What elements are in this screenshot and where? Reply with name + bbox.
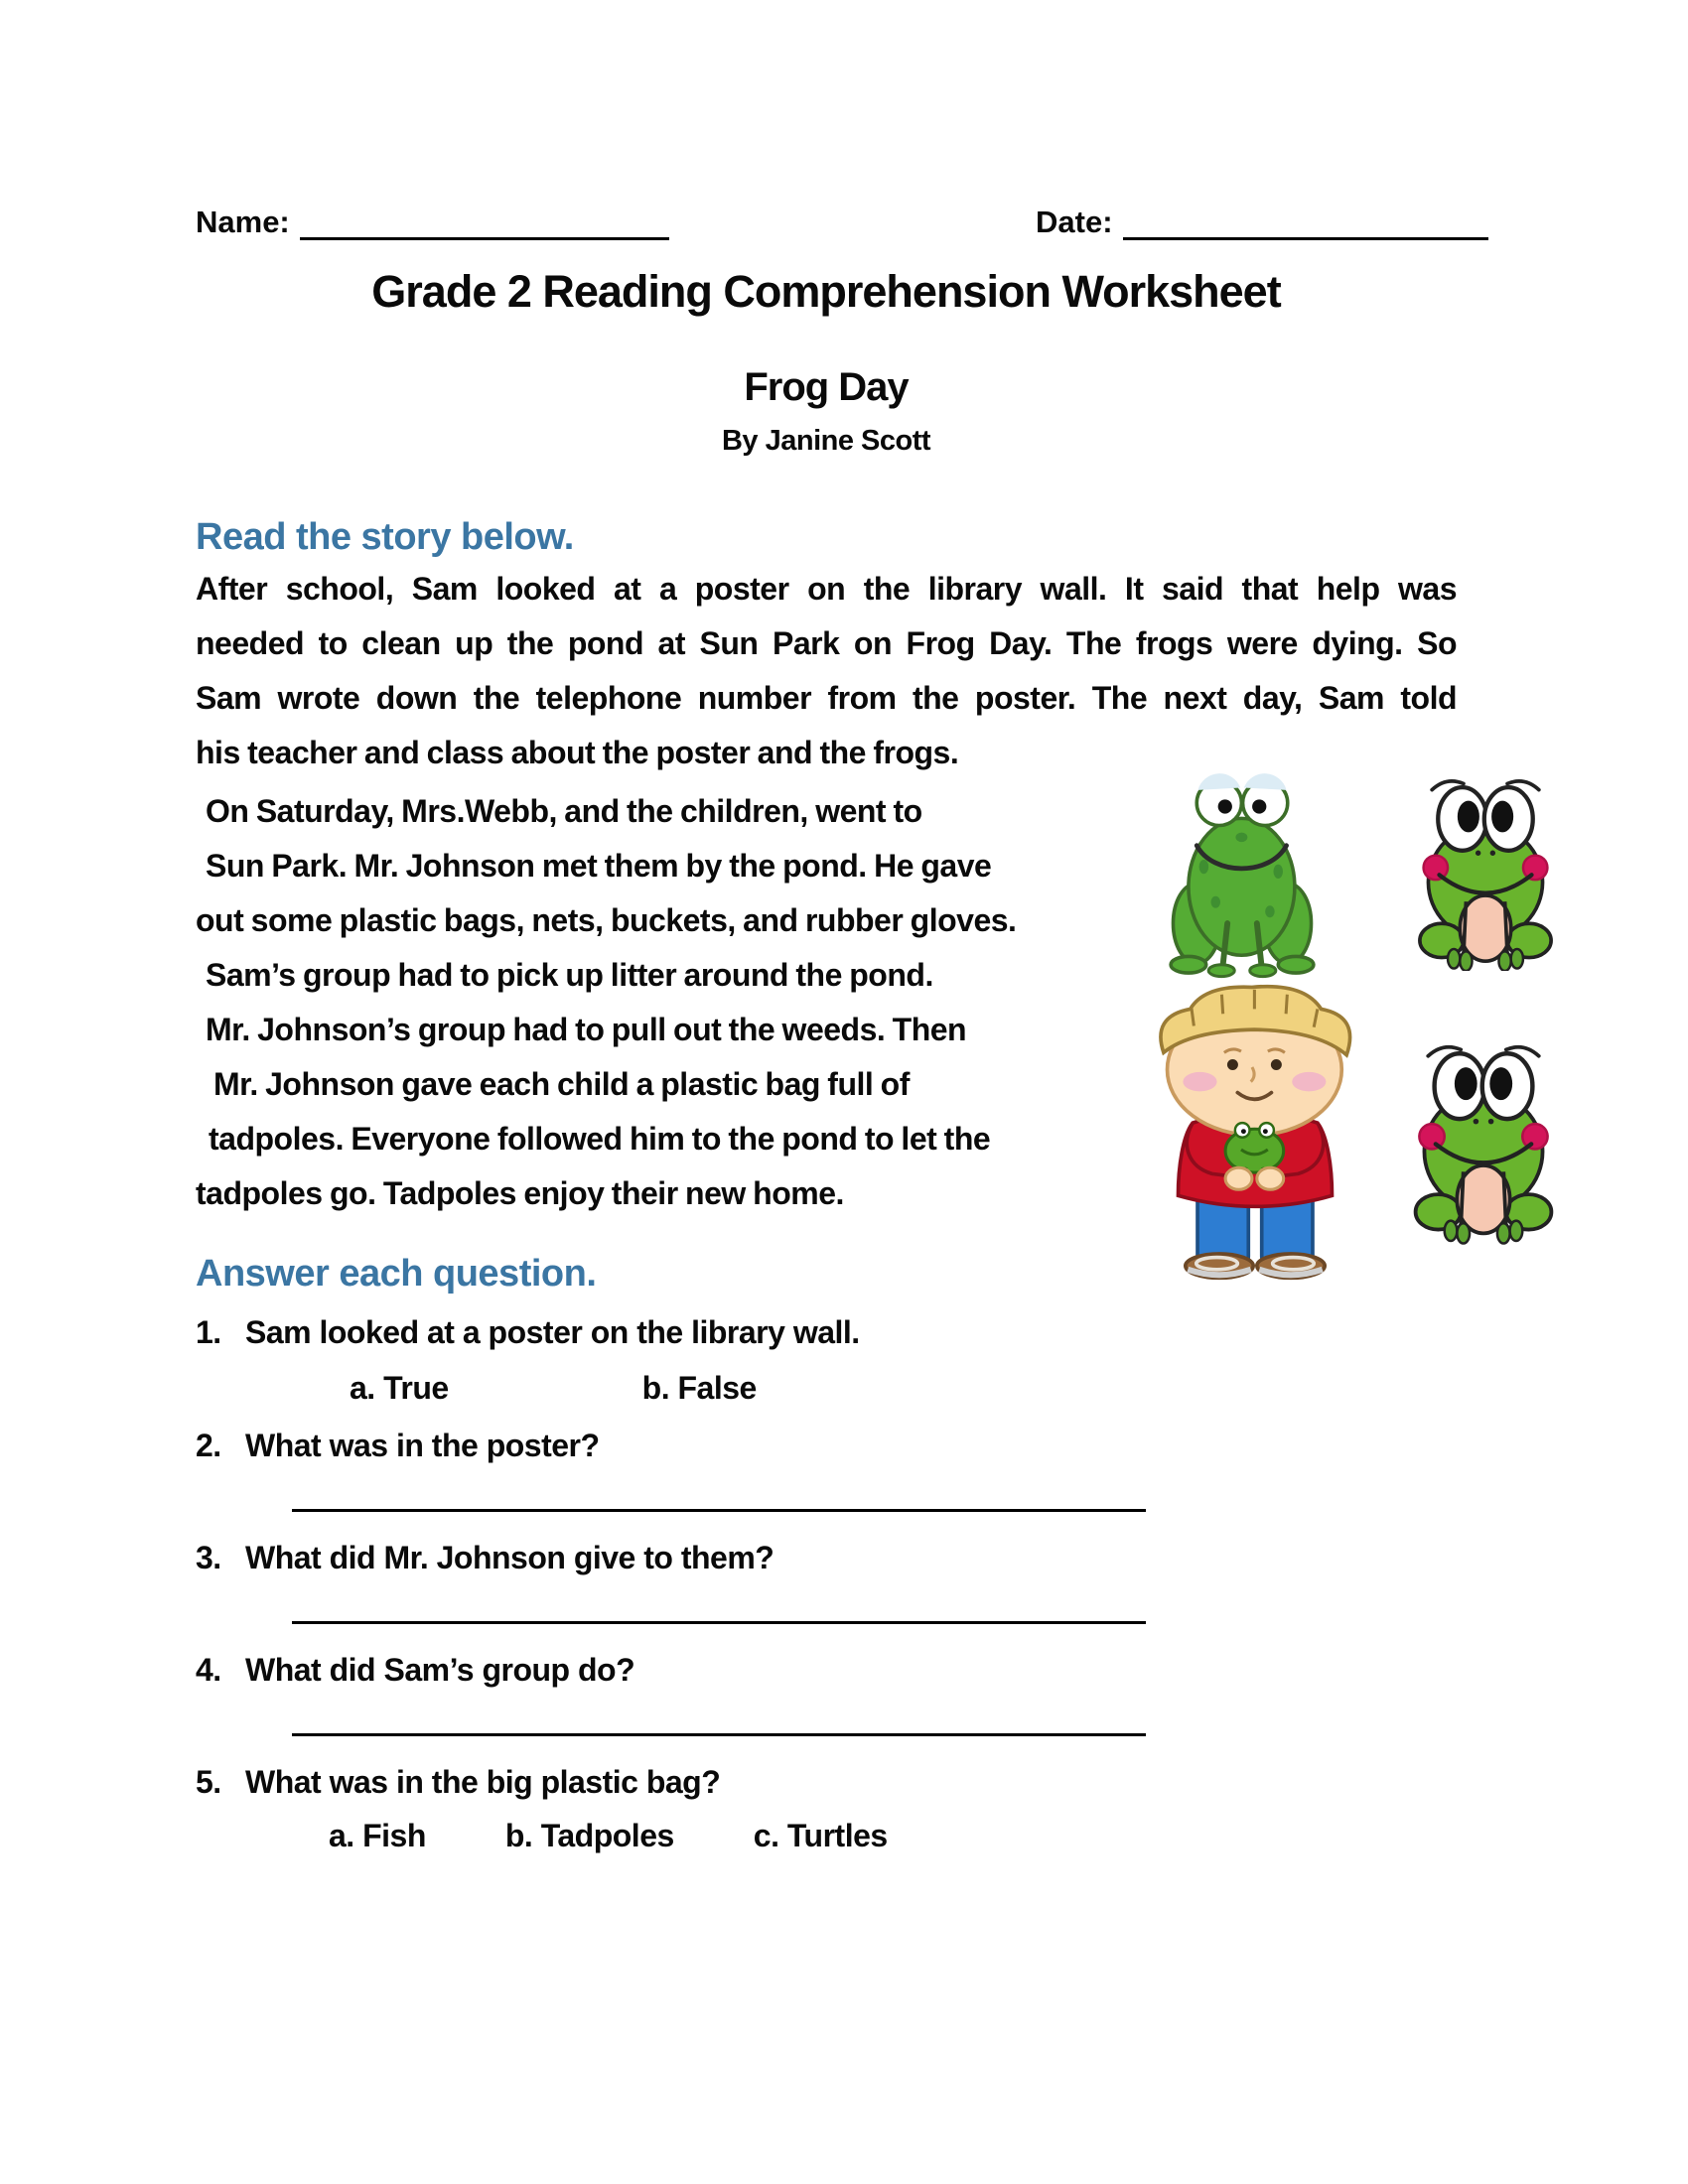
question-3 <box>196 1536 1457 1579</box>
story-line: Mr. Johnson gave each child a plastic bag full of <box>213 1066 910 1102</box>
question-number: 3. <box>196 1540 221 1575</box>
question-number: 1. <box>196 1314 221 1350</box>
story-line: needed to clean up the pond at Sun Park on Frog Day. The frogs were dying. So <box>196 625 1457 661</box>
question-text: What did Mr. Johnson give to them? <box>245 1540 774 1575</box>
question-number: 4. <box>196 1652 221 1688</box>
question-text: Sam looked at a poster on the library wall. <box>245 1314 860 1350</box>
option-b-tadpoles[interactable]: b. Tadpoles <box>504 1818 674 1853</box>
date-label: Date: <box>1036 205 1113 239</box>
story-line: out some plastic bags, nets, buckets, and rubber gloves. <box>196 902 1017 938</box>
question-5-options <box>329 1814 1457 1857</box>
option-a-fish[interactable]: a. Fish <box>329 1818 426 1853</box>
story-line: Sam wrote down the telephone number from the poster. The next day, Sam told <box>196 680 1457 716</box>
story-paragraph-wrapped <box>196 784 1094 1221</box>
big-eyed-frog-clipart <box>1412 770 1559 971</box>
page-title: Grade 2 Reading Comprehension Worksheet <box>371 266 1281 317</box>
story-paragraph <box>196 562 1457 780</box>
question-4 <box>196 1648 1457 1692</box>
question-1 <box>196 1310 1457 1354</box>
story-line: Mr. Johnson’s group had to pull out the weeds. Then <box>206 1012 967 1047</box>
questions-list <box>196 1300 1457 1857</box>
question-text: What was in the poster? <box>245 1428 600 1463</box>
question-number: 2. <box>196 1428 221 1463</box>
story-line: Sun Park. Mr. Johnson met them by the pond. He gave <box>206 848 992 884</box>
question-2 <box>196 1424 1457 1467</box>
name-field-row <box>196 204 669 240</box>
answer-blank-q2[interactable] <box>292 1507 1146 1512</box>
option-a-true[interactable]: a. True <box>350 1370 449 1406</box>
option-c-turtles[interactable]: c. Turtles <box>753 1818 888 1853</box>
question-text: What did Sam’s group do? <box>245 1652 635 1688</box>
boy-holding-frog-icon <box>1137 975 1373 1281</box>
question-5 <box>196 1760 1457 1804</box>
question-number: 5. <box>196 1764 221 1800</box>
story-line: After school, Sam looked at a poster on the library wall. It said that help was <box>196 571 1457 607</box>
boy-holding-frog-clipart <box>1137 975 1373 1281</box>
big-eyed-frog-clipart <box>1408 1013 1559 1267</box>
answer-blank-q3[interactable] <box>292 1619 1146 1624</box>
story-title: Frog Day <box>744 365 909 409</box>
question-1-options <box>350 1366 1457 1410</box>
answer-instruction: Answer each question. <box>196 1253 597 1295</box>
smiling-frog-clipart <box>1168 772 1317 979</box>
name-blank[interactable] <box>300 204 669 240</box>
read-instruction: Read the story below. <box>196 516 574 558</box>
story-line: On Saturday, Mrs.Webb, and the children, went to <box>206 793 922 829</box>
smiling-frog-icon <box>1168 772 1317 979</box>
question-text: What was in the big plastic bag? <box>245 1764 721 1800</box>
story-line: his teacher and class about the poster and the frogs. <box>196 735 959 770</box>
name-label: Name: <box>196 205 290 239</box>
story-line: tadpoles. Everyone followed him to the pond to let the <box>209 1121 991 1157</box>
date-field-row <box>1036 204 1488 240</box>
big-eyed-frog-icon <box>1412 770 1559 971</box>
story-byline: By Janine Scott <box>721 425 931 457</box>
story-line: tadpoles go. Tadpoles enjoy their new home. <box>196 1175 844 1211</box>
date-blank[interactable] <box>1123 204 1488 240</box>
answer-blank-q4[interactable] <box>292 1731 1146 1736</box>
story-line: Sam’s group had to pick up litter around the pond. <box>206 957 933 993</box>
option-b-false[interactable]: b. False <box>641 1370 757 1406</box>
big-eyed-frog-icon <box>1408 1013 1559 1267</box>
